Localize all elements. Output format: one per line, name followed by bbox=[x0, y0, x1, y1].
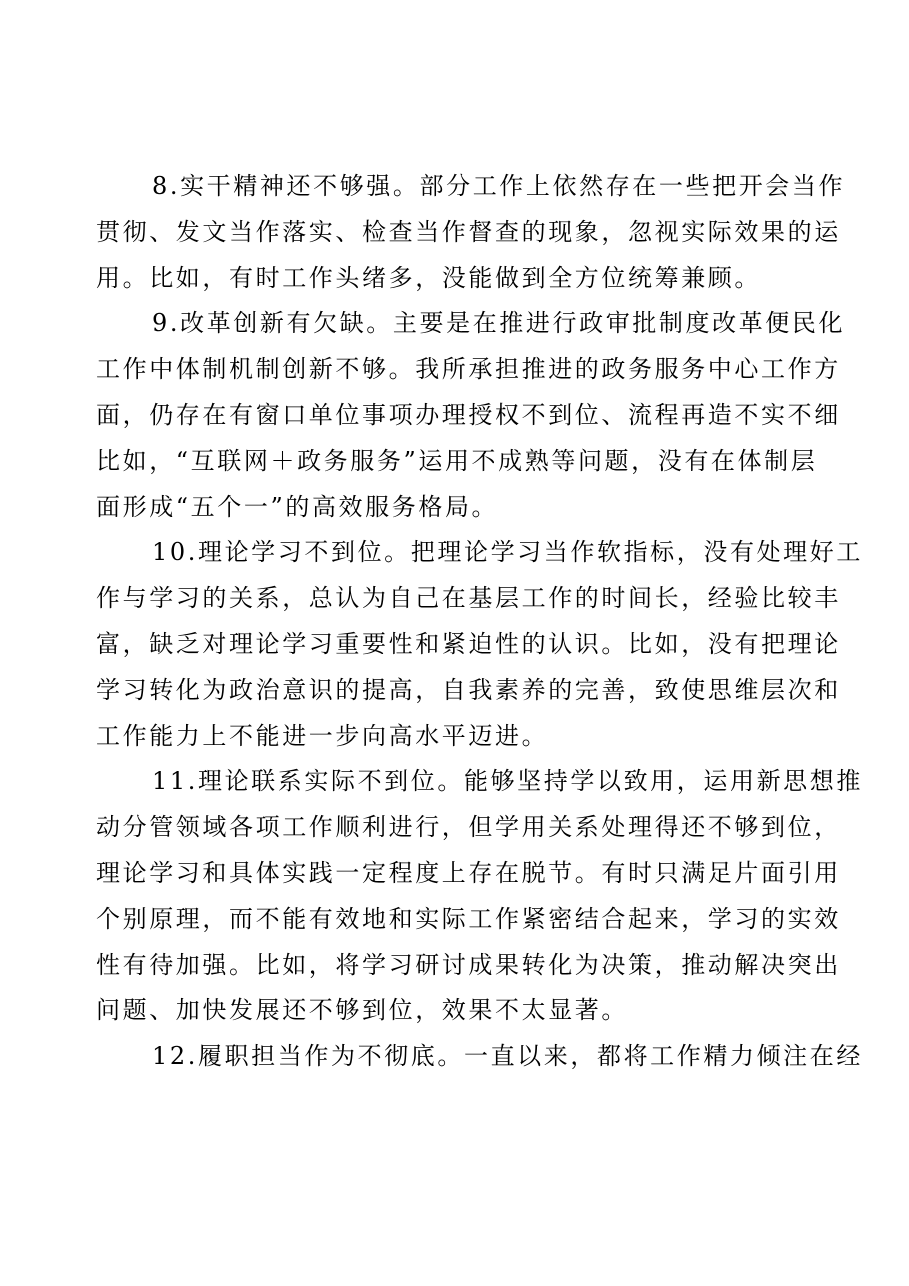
text-line: 富，缺乏对理论学习重要性和紧迫性的认识。比如，没有把理论 bbox=[96, 629, 841, 658]
paragraph-9 bbox=[96, 301, 846, 530]
document-body bbox=[96, 164, 863, 1080]
text-line: 面，仍存在有窗口单位事项办理授权不到位、流程再造不实不细 bbox=[96, 400, 841, 429]
text-line: 个别原理，而不能有效地和实际工作紧密结合起来，学习的实效 bbox=[96, 904, 841, 933]
text-line: 学习转化为政治意识的提高，自我素养的完善，致使思维层次和 bbox=[96, 675, 841, 704]
text-line: 工作能力上不能进一步向高水平迈进。 bbox=[96, 721, 549, 750]
text-line: 11.理论联系实际不到位。能够坚持学以致用，运用新思想推 bbox=[152, 767, 863, 796]
text-line: 贯彻、发文当作落实、检查当作督查的现象，忽视实际效果的运 bbox=[96, 217, 841, 246]
text-line: 10.理论学习不到位。把理论学习当作软指标，没有处理好工 bbox=[152, 538, 863, 567]
text-line: 8.实干精神还不够强。部分工作上依然存在一些把开会当作 bbox=[152, 172, 846, 200]
text-line: 面形成“五个一”的高效服务格局。 bbox=[96, 492, 499, 521]
text-line: 理论学习和具体实践一定程度上存在脱节。有时只满足片面引用 bbox=[96, 858, 841, 887]
text-line: 问题、加快发展还不够到位，效果不太显著。 bbox=[96, 996, 628, 1025]
paragraph-10 bbox=[96, 530, 863, 759]
paragraph-11 bbox=[96, 759, 863, 1034]
text-line: 12.履职担当作为不彻底。一直以来，都将工作精力倾注在经 bbox=[152, 1042, 863, 1071]
text-line: 比如，“互联网＋政务服务”运用不成熟等问题，没有在体制层 bbox=[96, 446, 818, 475]
text-line: 作与学习的关系，总认为自己在基层工作的时间长，经验比较丰 bbox=[96, 584, 841, 613]
paragraph-8 bbox=[96, 164, 846, 301]
text-line: 性有待加强。比如，将学习研讨成果转化为决策，推动解决突出 bbox=[96, 950, 841, 979]
text-line: 9.改革创新有欠缺。主要是在推进行政审批制度改革便民化 bbox=[152, 309, 846, 338]
text-line: 用。比如，有时工作头绪多，没能做到全方位统筹兼顾。 bbox=[96, 263, 761, 292]
paragraph-12 bbox=[96, 1034, 863, 1080]
text-line: 工作中体制机制创新不够。我所承担推进的政务服务中心工作方 bbox=[96, 355, 841, 384]
text-line: 动分管领域各项工作顺利进行，但学用关系处理得还不够到位， bbox=[96, 813, 841, 842]
